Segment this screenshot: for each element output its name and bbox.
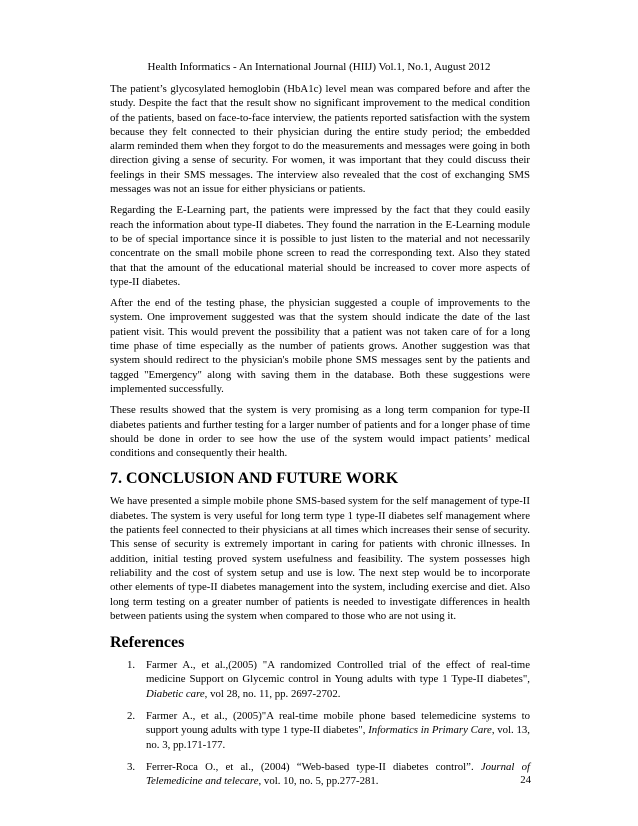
body-paragraph: After the end of the testing phase, the physician suggested a couple of improvements to the system. One improvement suggested was that the system should indicate the date of the last patient visit. This would prevent the possibility that a patient was not taken care of for a long time phase of time especially as the number of patients grows. Another suggestion was that system should redirect to the physician's mobile phone SMS messages sent by the patients and tagged "Emergency" along with saving them in the database. Both these suggestions were implemented successfully. [110, 297, 530, 395]
conclusion-heading: 7. CONCLUSION AND FUTURE WORK [110, 470, 399, 488]
reference-journal: Diabetic care [146, 687, 205, 700]
reference-journal: Informatics in Primary Care [368, 724, 492, 737]
reference-item [110, 709, 530, 752]
reference-number: 1. [127, 659, 136, 672]
reference-details: , vol. 10, no. 5, pp.277-281. [258, 775, 379, 788]
reference-journal: Journal of Telemedicine and telecare [146, 760, 530, 788]
reference-number: 2. [127, 709, 136, 722]
body-paragraph: These results showed that the system is very promising as a long term companion for type-II diabetes patients and further testing for a larger number of patients and for a longer phase of time should be done in order to see how the use of the system would impact patients’ medical conditions and consequently their health. [110, 404, 530, 460]
conclusion-paragraph: We have presented a simple mobile phone SMS-based system for the self management of type-II diabetes. The system is very useful for long term type 1 type-II diabetes self management where the patients feel connected to their physicians at all times which increases their sense of security. This sense of security is extremely important in caring for patients with chronic illnesses. In addition, initial testing proved system usefulness and feasibility. The system possesses high reliability and the cost of system setup and use is low. The next step would be to incorporate other elements of type-II diabetes management into the system, including exercise and diet. Also long term testing on a greater number of patients is needed to investigate differences in health between patients using the system when compared to those who are not using it. [110, 495, 530, 622]
reference-item [110, 658, 530, 701]
page-number: 24 [520, 774, 531, 786]
running-header: Health Informatics - An International Journal (HIIJ) Vol.1, No.1, August 2012 [147, 61, 491, 73]
reference-text: Ferrer-Roca O., et al., (2004) “Web-based type-II diabetes control”. [146, 760, 481, 773]
references-heading: References [110, 634, 185, 652]
reference-text: Farmer A., et al., (2005)"A real-time mobile phone based telemedicine systems to support young adults with type 1 type-II diabetes", [146, 709, 530, 737]
reference-details: , vol. 13, no. 3, pp.171-177. [146, 724, 530, 751]
reference-details: , vol 28, no. 11, pp. 2697-2702. [204, 687, 341, 700]
reference-text: Farmer A., et al.,(2005) "A randomized Controlled trial of the effect of real-time medicine Support on Glycemic control in Young adults with type 1 Type-II diabetes", [146, 659, 530, 686]
body-paragraph: The patient’s glycosylated hemoglobin (HbA1c) level mean was compared before and after the study. Despite the fact that the result show no significant improvement to the medical condition of the patients, based on face-to-face interview, the patients reported satisfaction with the system because they felt connected to their physician during the entire study period; the embedded alarm reminded them when they forgot to do the measurements and messages were going in both direction giving a sense of security. For women, it was important that they could discuss their feelings in their SMS messages. The interview also revealed that the cost of exchanging SMS messages was not an issue for either physicians or patients. [110, 83, 530, 196]
page-content [110, 82, 530, 796]
reference-number: 3. [127, 760, 136, 773]
reference-list [110, 658, 530, 788]
body-paragraph: Regarding the E-Learning part, the patients were impressed by the fact that they could easily reach the information about type-II diabetes. They found the narration in the E-Learning module to be of special importance since it is possible to just listen to the material and not necessarily concentrate on the small mobile phone screen to read the corresponding text. Also they stated that that the amount of the educational material should be increased to cover more aspects of type-II diabetes. [110, 204, 530, 288]
reference-item [110, 760, 530, 789]
